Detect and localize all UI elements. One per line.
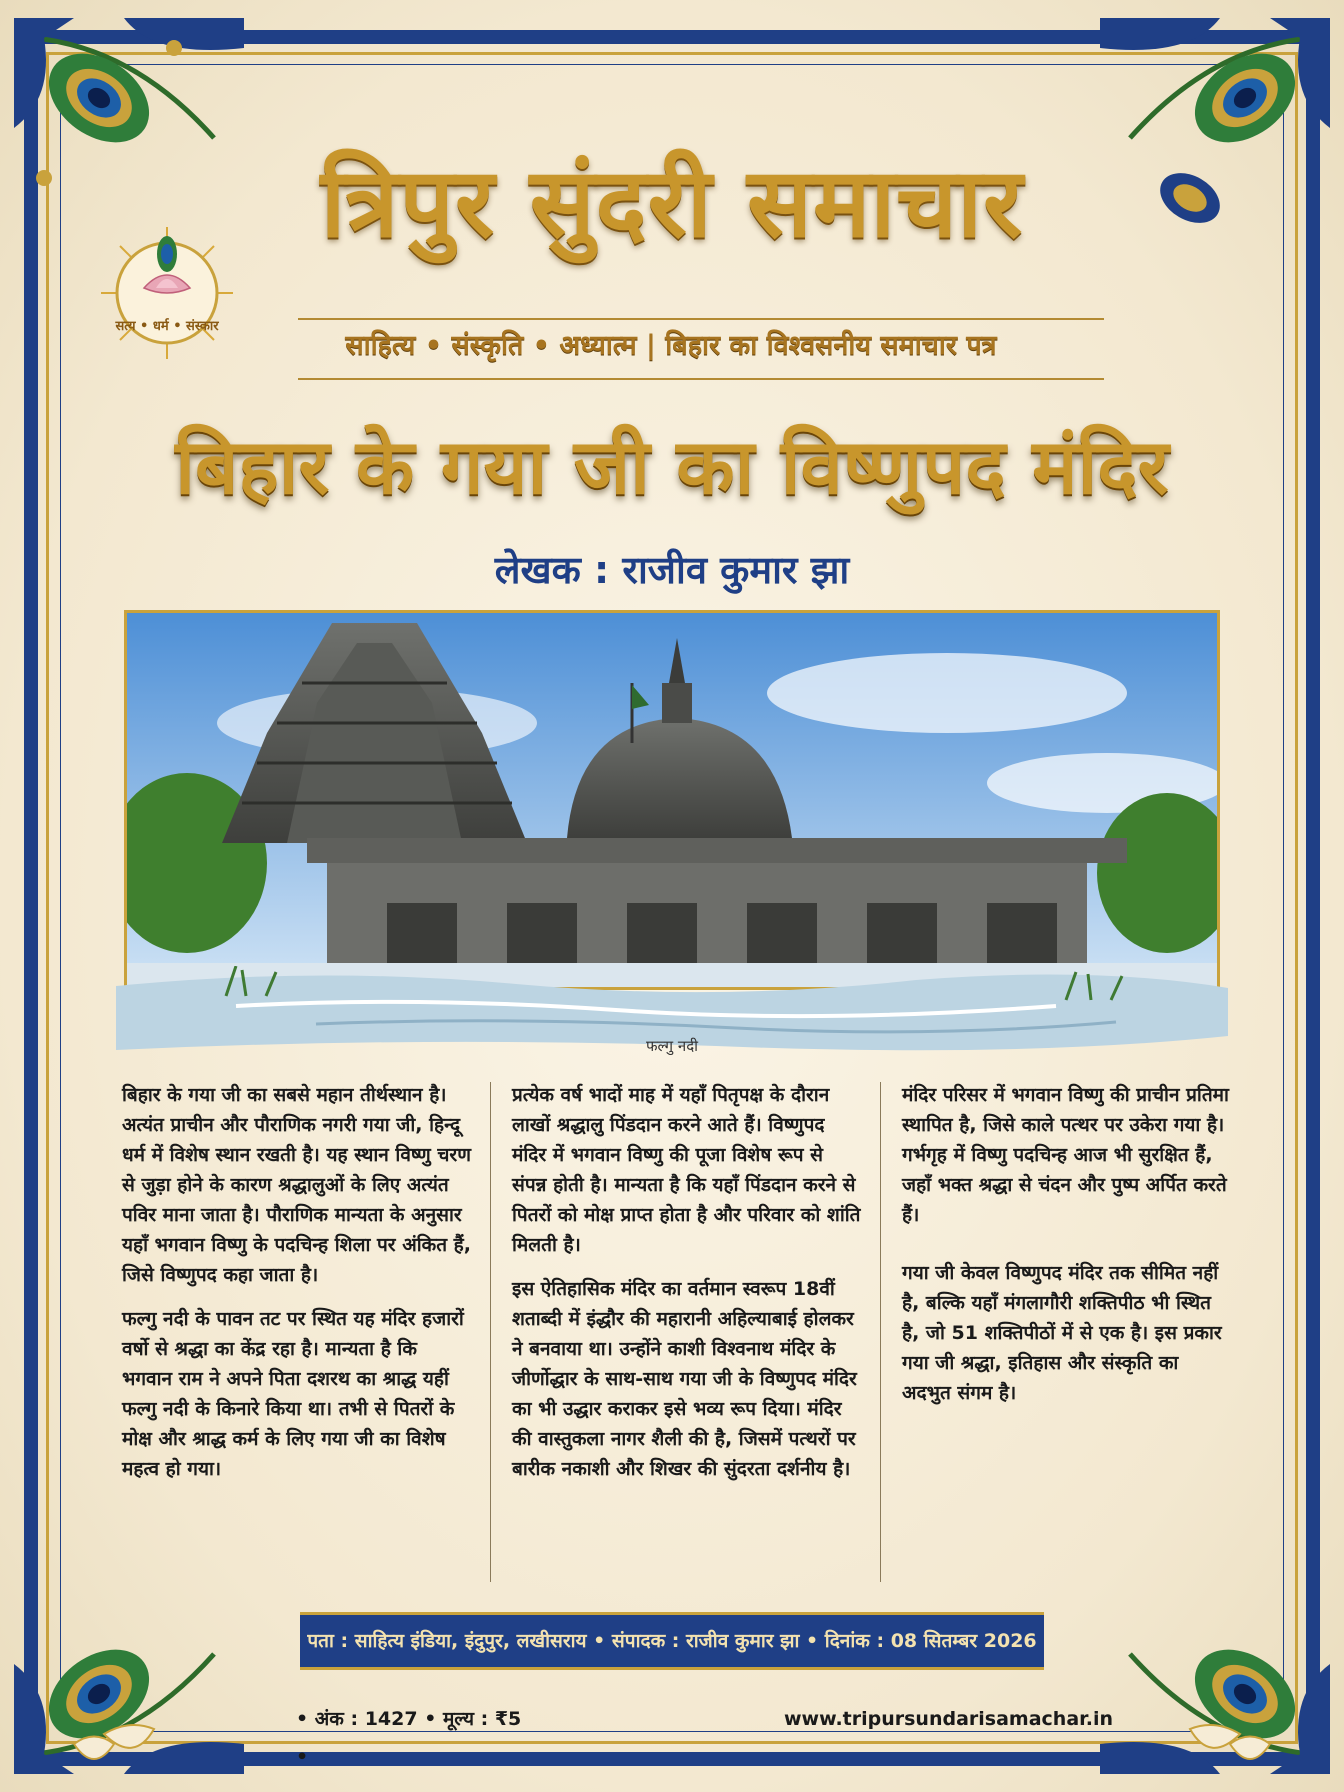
issue-info: • अंक : 1427 • मूल्य : ₹5 •	[296, 1708, 522, 1768]
column-divider	[880, 1082, 881, 1582]
seal-emblem	[96, 222, 238, 364]
article-paragraph: फल्गु नदी के पावन तट पर स्थित यह मंदिर हजारों वर्षो से श्रद्धा का केंद्र रहा है। मान्यता है कि भगवान राम ने अपने पिता दशरथ का श्राद्ध यहीं फल्गु नदी के किनारे किया था। तभी से पितरों के मोक्ष और श्राद्ध कर्म के लिए गया जी का विशेष महत्व हो गया।	[122, 1308, 464, 1480]
tagline-rule-bottom	[298, 378, 1104, 380]
article-column-1	[122, 1080, 472, 1600]
article-headline: बिहार के गया जी का विष्णुपद मंदिर	[175, 422, 1169, 511]
article-column-3	[902, 1080, 1232, 1600]
photo-caption: फल्गु नदी	[645, 1037, 699, 1055]
article-paragraph: गया जी केवल विष्णुपद मंदिर तक सीमित नहीं है, बल्कि यहाँ मंगलागौरी शक्तिपीठ भी स्थित है, जो 51 शक्तिपीठों में से एक है। इस प्रकार गया जी श्रद्धा, इतिहास और संस्कृति का अदभुत संगम है।	[902, 1262, 1222, 1404]
article-paragraph: प्रत्येक वर्ष भादों माह में यहाँ पितृपक्ष के दौरान लाखों श्रद्धालु पिंडदान करने आते हैं। विष्णुपद मंदिर में भगवान विष्णु की पूजा विशेष रूप से संपन्न होती है। मान्यता है कि यहाँ पिंडदान करने से पितरों को मोक्ष प्राप्त होता है और परिवार को शांति मिलती है।	[512, 1084, 861, 1256]
website-link[interactable]: www.tripursundarisamachar.in	[784, 1708, 1114, 1730]
temple-photo	[124, 610, 1220, 990]
article-paragraph: इस ऐतिहासिक मंदिर का वर्तमान स्वरूप 18वीं शताब्दी में इंद्धौर की महारानी अहिल्याबाई होलकर ने बनवाया था। उन्होंने काशी विश्वनाथ मंदिर के जीर्णोद्धार के साथ-साथ गया जी के विष्णुपद मंदिर का भी उद्धार कराकर इसे भव्य रूप दिया। मंदिर की वास्तुकला नागर शैली की है, जिसमें पत्थरों पर बारीक नकाशी और शिखर की सुंदरता दर्शनीय है।	[512, 1278, 857, 1480]
column-divider	[490, 1082, 491, 1582]
article-paragraph: बिहार के गया जी का सबसे महान तीर्थस्थान है। अत्यंत प्राचीन और पौराणिक नगरी गया जी, हिन्दू धर्म में विशेष स्थान रखती है। यह स्थान विष्णु चरण से जुड़ा होने के कारण श्रद्धालुओं के लिए अत्यंत पविर माना जाता है। पौराणिक मान्यता के अनुसार यहाँ भगवान विष्णु के पदचिन्ह शिला पर अंकित हैं, जिसे विष्णुपद कहा जाता है।	[122, 1084, 471, 1286]
tagline-rule-top	[298, 318, 1104, 320]
article-column-2	[512, 1080, 862, 1600]
seal-text: सत्य • धर्म • संस्कार	[115, 319, 219, 334]
footer-address: पता : साहित्य इंडिया, इंदुपुर, लखीसराय • संपादक : राजीव कुमार झा • दिनांक : 08 सितम्बर 2026	[307, 1630, 1037, 1652]
article-paragraph: मंदिर परिसर में भगवान विष्णु की प्राचीन प्रतिमा स्थापित है, जिसे काले पत्थर पर उकेरा गया है। गर्भगृह में विष्णु पदचिन्ह आज भी सुरक्षित हैं, जहाँ भक्त श्रद्धा से चंदन और पुष्प अर्पित करते हैं।	[902, 1084, 1229, 1226]
masthead-title: त्रिपुर सुंदरी समाचार	[320, 146, 1024, 259]
tagline: साहित्य • संस्कृति • अध्यात्म | बिहार का विश्वसनीय समाचार पत्र	[345, 330, 997, 361]
article-byline: लेखक : राजीव कुमार झा	[494, 548, 850, 592]
